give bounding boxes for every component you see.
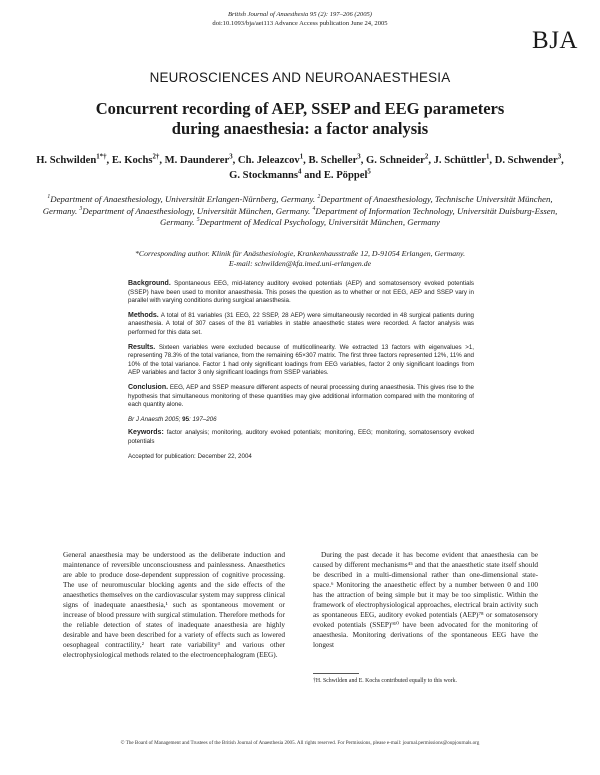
abstract-results: Results. Sixteen variables were excluded because of multicollinearity. We extracted 13 factors with eigenvalues >1, representing 78.3% of the total variance, from the remaining 65×307 matrix. The first three factors represented 12%, 11% and 10% of the total variance. Factor 1 had only significant loadings from EEG variables, factor 2 only significant loadings from AEP variables and factor 3 only significant loadings from SSEP variables. [128, 343, 474, 377]
abstract-label: Results. [128, 343, 156, 351]
author: E. Kochs$^{2\dagger}$, [111, 153, 165, 166]
footnote-divider [313, 673, 359, 674]
author: B. Scheller$^3$, [308, 153, 367, 166]
footnote: †H. Schwilden and E. Kochs contributed equally to this work. [313, 678, 457, 684]
keywords-label: Keywords: [128, 429, 164, 437]
abstract-background: Background. Spontaneous EEG, mid-latency auditory evoked potentials (AEP) and somatosensory evoked potentials (SSEP) have been used to monitor anaesthesia. This poses the question as to whether or not EEG, AEP and SSEP vary in parallel with varying conditions during surgical anaesthesia. [128, 280, 474, 305]
copyright-notice: © The Board of Management and Trustees of the British Journal of Anaesthesia 2005. All rights reserved. For Permissions, please e-mail: journal.permissions@oupjournals.org [120, 740, 480, 746]
article-title-line: during anaesthesia: a factor analysis [171, 119, 429, 138]
abstract-label: Conclusion. [128, 383, 169, 391]
body-column-left: General anaesthesia may be understood as the deliberate induction and maintenance of reversible unconsciousness and painlessness. Anaesthetics are able to produce dose-dependent suppression of cognitive processing. The use of neuromuscular blocking agents and the side effects of the anaesthetics themselves on the cardiovascular system may suppress clinical signs of inadequate anaesthesia,¹ such as spontaneous movement or increase of blood pressure with surgical stimulation. Therefore methods for the reliable detection of states of inadequate anaesthesia are highly desirable and have been described for a variety of effects such as lowered oesophageal contractility,² heart rate variability³ and various other electrophysiological methods related to the electroencephalogram (EEG). [63, 550, 285, 659]
affiliation: $^5$Department of Medical Psychology, Universität München, Germany [196, 217, 440, 228]
abstract-label: Background. [128, 280, 171, 287]
affiliation: $^2$Department of Anaesthesiology, Technische Universität München, Germany. [42, 194, 553, 216]
author: G. Stockmanns$^4$ and [229, 168, 324, 181]
abstract-label: Methods. [128, 311, 159, 319]
author-list [35, 153, 565, 183]
author: G. Schneider$^2$, [366, 153, 434, 166]
journal-header [0, 10, 600, 28]
affiliation: $^1$Department of Anaesthesiology, Universität Erlangen-Nürnberg, Germany. [47, 194, 318, 204]
correspondence [40, 249, 560, 269]
bja-logo: BJA [532, 27, 578, 54]
journal-citation-line: British Journal of Anaesthesia 95 (2): 197–206 (2005) [227, 11, 372, 18]
keywords: Keywords: factor analysis; monitoring, auditory evoked potentials; monitoring, EEG; monitoring, somatosensory evoked potentials [128, 429, 474, 445]
section-title: NEUROSCIENCES AND NEUROANAESTHESIA [149, 70, 451, 85]
body-column-right: During the past decade it has become evident that anaesthesia can be caused by different mechanisms⁴⁵ and that the anaesthetic state itself should be described in a multi-dimensional rather than one-dimensional state-space.⁶ Monitoring the anaesthetic effect by a number between 0 and 100 has the attraction of being simple but it may be too simplistic. Within the framework of electrophysiological approaches, electrical brain activity such as spontaneous EEG, auditory evoked potentials (AEP)⁷⁸ or somatosensory evoked potentials (SSEP)⁹¹⁰ have been advocated for the monitoring of anaesthesia. Monitoring derivations of the spontaneous EEG have the longest [313, 550, 538, 649]
author: H. Schwilden$^{1*\dagger}$, [36, 153, 112, 166]
abstract [128, 280, 474, 467]
article-citation: Br J Anaesth 2005; 95: 197–206 [128, 415, 217, 423]
author: D. Schwender$^3$, [494, 153, 564, 166]
accepted-date: Accepted for publication: December 22, 2004 [128, 452, 252, 460]
doi-line: doi:10.1093/bja/aei113 Advance Access publication June 24, 2005 [212, 20, 388, 27]
correspondence-address: *Corresponding author. Klinik für Anästhesiologie, Krankenhausstraße 12, D-91054 Erlangen, Germany. [134, 249, 466, 258]
affiliations [40, 194, 560, 229]
author: Ch. Jeleazcov$^1$, [237, 153, 309, 166]
affiliation: $^3$Department of Anaesthesiology, Universität München, Germany. [79, 205, 313, 216]
author: E. Pöppel$^5$ [323, 168, 371, 181]
correspondence-email: E-mail: schwilden@kfa.imed.uni-erlangen.de [228, 259, 372, 268]
affiliation: $^4$Department of Information Technology, Universität Duisburg-Essen, Germany. [160, 205, 558, 228]
abstract-conclusion: Conclusion. EEG, AEP and SSEP measure different aspects of neural processing during anaesthesia. This gives rise to the hypothesis that simultaneous monitoring of these quantities may give additional information compared with the monitoring of each quantity alone. [128, 383, 474, 409]
author: M. Daunderer$^3$, [164, 153, 238, 166]
author: J. Schüttler$^1$, [433, 153, 495, 166]
article-title-line: Concurrent recording of AEP, SSEP and EEG parameters [95, 99, 505, 118]
article-title [60, 99, 540, 139]
abstract-methods: Methods. A total of 81 variables (31 EEG, 22 SSEP, 28 AEP) were simultaneously recorded in 48 surgical patients during anaesthesia. A total of 307 cases of the 81 variables in stable anaesthetic states were recorded. A factor analysis was performed for this data set. [128, 311, 474, 336]
